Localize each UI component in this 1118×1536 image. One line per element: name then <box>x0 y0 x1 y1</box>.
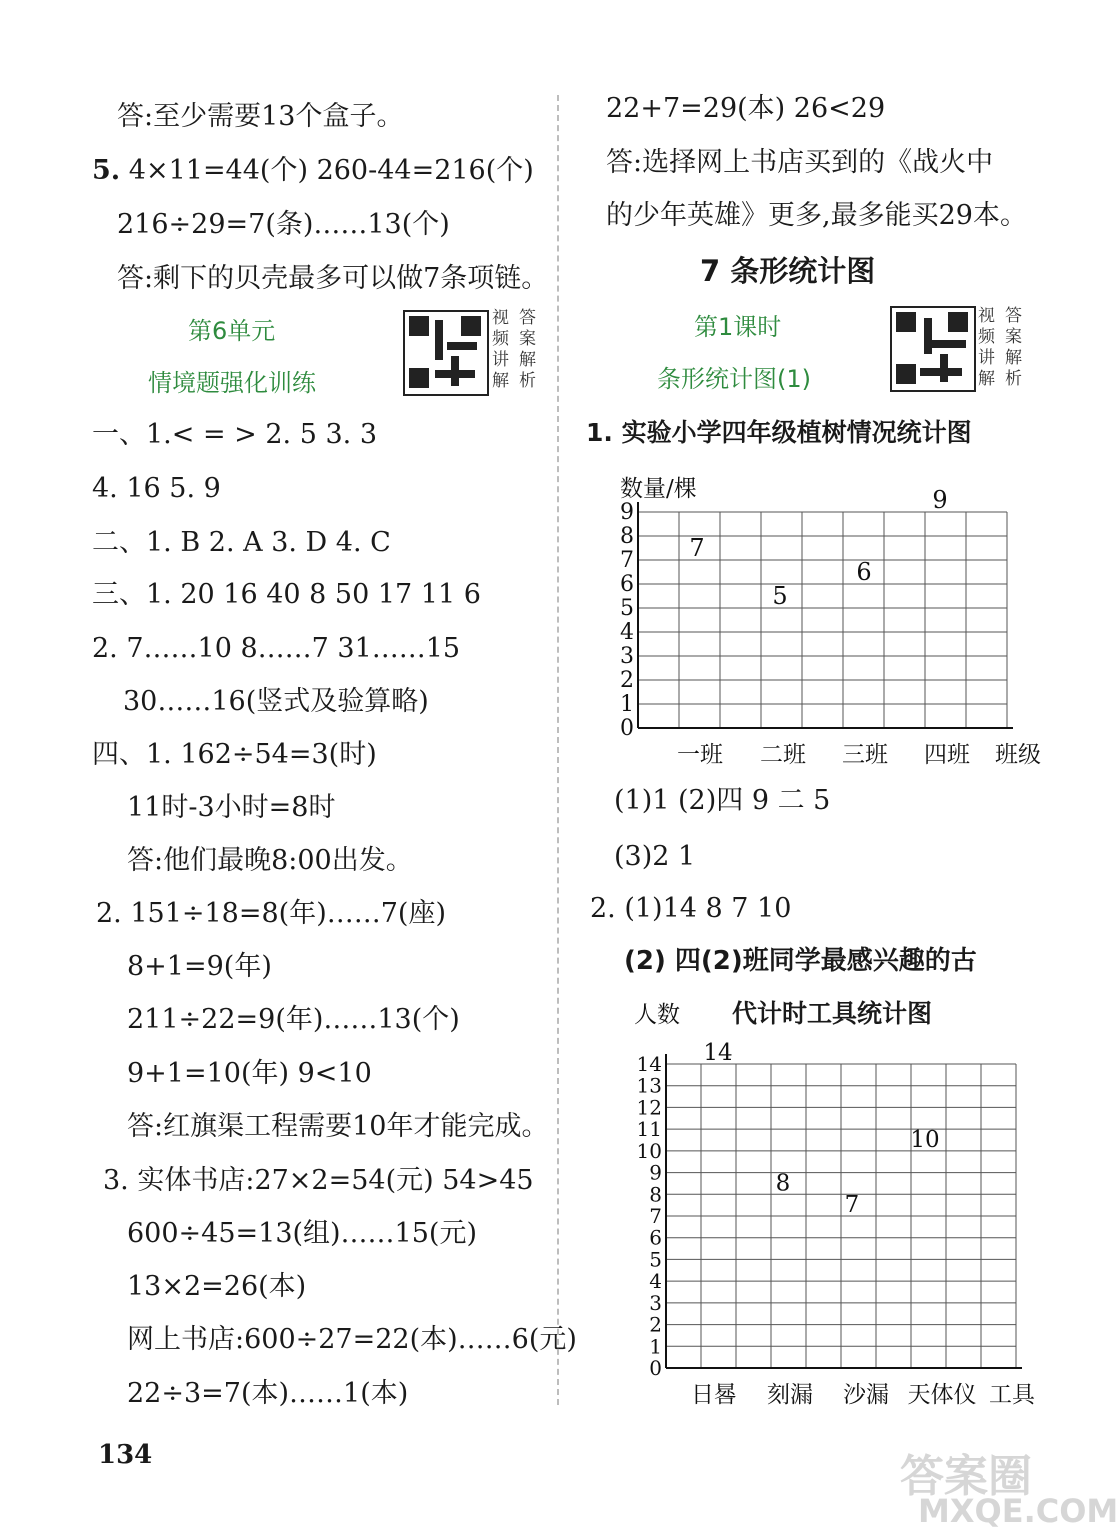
y-tick-label: 7 <box>649 1204 662 1228</box>
left-ans-6: 30……16(竖式及验算略) <box>123 686 429 717</box>
x-category-label: 三班 <box>842 742 888 768</box>
y-tick-label: 2 <box>620 668 634 693</box>
qr-label-left: 视答频案讲解解析 <box>492 308 546 391</box>
chart-2-title: 代计时工具统计图 <box>732 999 933 1028</box>
y-axis-label: 数量/棵 <box>620 476 697 502</box>
chart-timekeeping-tools <box>620 996 1060 1416</box>
bar-value-label: 14 <box>703 1040 733 1066</box>
y-tick-label: 9 <box>620 500 634 525</box>
section-title: 7 条形统计图 <box>700 254 876 288</box>
y-tick-label: 5 <box>620 596 634 621</box>
y-tick-label: 0 <box>649 1356 662 1380</box>
right-line-2: 答:选择网上书店买到的《战火中 <box>606 147 994 178</box>
x-axis-label: 班级 <box>995 742 1041 768</box>
y-tick-label: 0 <box>620 716 634 741</box>
x-category-label: 沙漏 <box>843 1382 889 1408</box>
left-ans-7: 四、1. 162÷54=3(时) <box>92 739 377 770</box>
y-tick-label: 3 <box>649 1290 662 1315</box>
y-tick-label: 5 <box>649 1247 662 1272</box>
q2-answer-1: 2. (1)14 8 7 10 <box>590 893 792 924</box>
left-ans-19: 22÷3=7(本)……1(本) <box>127 1378 409 1409</box>
y-tick-label: 6 <box>620 572 634 597</box>
left-line-1: 答:至少需要13个盒子。 <box>117 101 404 132</box>
y-tick-label: 8 <box>620 524 634 549</box>
y-tick-label: 14 <box>636 1052 662 1076</box>
q5-number: 5. <box>92 155 121 186</box>
lesson-title: 第1课时 <box>694 313 782 341</box>
y-tick-label: 4 <box>649 1269 662 1294</box>
q1-answer-1: (1)1 (2)四 9 二 5 <box>614 785 831 816</box>
y-tick-label: 7 <box>620 548 634 573</box>
y-tick-label: 3 <box>620 644 634 669</box>
y-tick-label: 6 <box>649 1225 662 1250</box>
page-number: 134 <box>98 1440 153 1470</box>
x-category-label: 天体仪 <box>907 1382 977 1408</box>
bar-value-label: 7 <box>844 1192 860 1218</box>
q2-answer-2: (2) 四(2)班同学最感兴趣的古 <box>624 946 977 976</box>
q5-text: 4×11=44(个) 260-44=216(个) <box>128 155 534 186</box>
x-category-label: 二班 <box>760 742 806 768</box>
qr-label-right: 视答频案讲解解析 <box>978 306 1032 389</box>
left-ans-17: 13×2=26(本) <box>127 1271 307 1302</box>
bar-value-label: 8 <box>775 1170 791 1197</box>
bar-value-label: 7 <box>689 534 705 562</box>
q1-answer-2: (3)2 1 <box>614 841 696 872</box>
y-tick-label: 12 <box>636 1095 662 1120</box>
x-category-label: 四班 <box>924 742 970 768</box>
left-ans-15: 3. 实体书店:27×2=54(元) 54>45 <box>103 1165 534 1196</box>
left-ans-8: 11时-3小时=8时 <box>127 792 336 823</box>
y-tick-label: 1 <box>649 1334 662 1359</box>
right-line-1: 22+7=29(本) 26<29 <box>606 93 886 124</box>
y-tick-label: 9 <box>649 1160 662 1185</box>
x-category-label: 一班 <box>677 742 723 768</box>
bar-value-label: 9 <box>932 486 948 514</box>
x-category-label: 刻漏 <box>767 1382 813 1408</box>
y-tick-label: 2 <box>649 1312 662 1337</box>
y-tick-label: 11 <box>636 1117 662 1142</box>
left-ans-16: 600÷45=13(组)……15(元) <box>127 1218 477 1249</box>
watermark-logo: 答案圈 <box>900 1451 1032 1502</box>
lesson-subtitle: 条形统计图(1) <box>657 365 811 393</box>
bar-value-label: 5 <box>772 582 788 610</box>
bar-value-label: 6 <box>856 558 872 586</box>
left-ans-4: 三、1. 20 16 40 8 50 17 11 6 <box>92 579 481 610</box>
left-ans-3: 二、1. B 2. A 3. D 4. C <box>92 527 391 558</box>
unit-title: 第6单元 <box>188 317 276 345</box>
left-ans-18: 网上书店:600÷27=22(本)……6(元) <box>127 1324 577 1355</box>
left-line-2 <box>92 154 534 188</box>
question-1-title: 1. 实验小学四年级植树情况统计图 <box>586 418 972 447</box>
left-ans-12: 211÷22=9(年)……13(个) <box>127 1004 460 1035</box>
left-ans-14: 答:红旗渠工程需要10年才能完成。 <box>127 1111 549 1142</box>
left-ans-5: 2. 7……10 8……7 31……15 <box>92 633 461 664</box>
column-divider <box>557 95 559 1405</box>
left-ans-9: 答:他们最晚8:00出发。 <box>127 845 413 876</box>
y-tick-label: 10 <box>636 1138 662 1163</box>
left-ans-13: 9+1=10(年) 9<10 <box>127 1058 372 1089</box>
x-category-label: 日晷 <box>691 1382 737 1408</box>
y-tick-label: 1 <box>620 692 634 717</box>
y-axis-label: 人数 <box>634 1002 680 1028</box>
left-ans-11: 8+1=9(年) <box>127 951 272 982</box>
left-line-3: 216÷29=7(条)……13(个) <box>117 209 450 240</box>
y-tick-label: 13 <box>636 1073 662 1098</box>
y-tick-label: 8 <box>649 1182 662 1207</box>
x-axis-label: 工具 <box>989 1382 1035 1408</box>
watermark-url: MXQE.COM <box>918 1492 1118 1530</box>
left-ans-1: 一、1.< = > 2. 5 3. 3 <box>92 419 378 450</box>
qr-code-left[interactable] <box>403 310 489 396</box>
left-ans-10: 2. 151÷18=8(年)……7(座) <box>96 898 446 929</box>
chart-tree-planting <box>590 470 1070 770</box>
left-line-4: 答:剩下的贝壳最多可以做7条项链。 <box>117 263 549 294</box>
qr-code-right[interactable] <box>890 306 976 392</box>
y-tick-label: 4 <box>620 620 634 645</box>
unit-subtitle: 情境题强化训练 <box>148 369 316 397</box>
bar-value-label: 10 <box>910 1126 940 1153</box>
right-line-3: 的少年英雄》更多,最多能买29本。 <box>606 200 1027 231</box>
left-ans-2: 4. 16 5. 9 <box>92 473 221 504</box>
